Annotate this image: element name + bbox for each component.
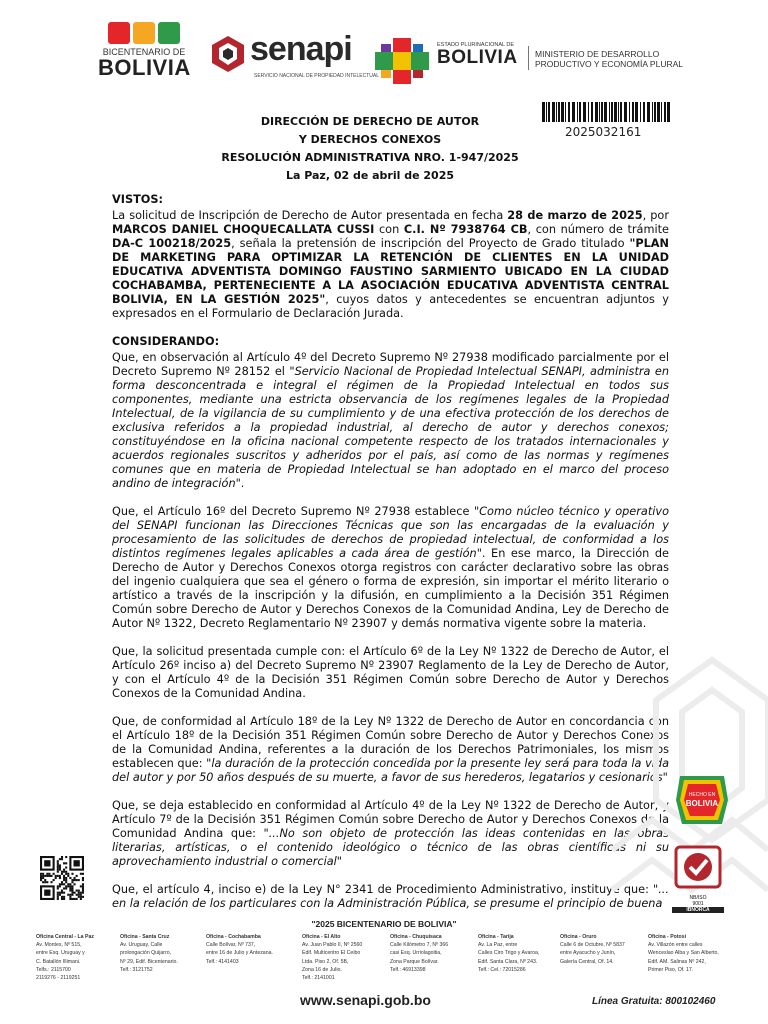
office-line: Zona Parque Bolívar. <box>390 958 439 965</box>
state-label: ESTADO PLURINACIONAL DE <box>437 42 515 48</box>
senapi-logo <box>208 30 380 85</box>
website-link[interactable]: www.senapi.gob.bo <box>300 992 431 1008</box>
senapi-subtitle: SERVICIO NACIONAL DE PROPIEDAD INTELECTUAL <box>254 73 380 79</box>
office-line: Edif. Multicentro El Ceibo <box>302 950 361 957</box>
office-block <box>36 933 120 982</box>
office-line: Av. Juan Pablo II, Nº 2560 <box>302 942 363 949</box>
bicentenario-big-text: BOLIVIA <box>98 55 191 80</box>
office-name: Oficina Central - La Paz <box>36 934 94 940</box>
office-line: 2119276 - 2119251 <box>36 975 81 982</box>
office-line: Ltda. Piso 2, Of. 5B, <box>302 958 349 965</box>
office-line: Telf.: 2141001 <box>302 975 335 982</box>
office-line: Primer Piso, Of. 17. <box>648 966 694 973</box>
hecho-top-text: HECHO EN <box>688 792 716 798</box>
vistos-heading: VISTOS: <box>112 193 164 206</box>
office-line: Calle 6 de Octubre, Nº 5837 <box>560 942 625 949</box>
office-line: Zona 16 de Julio. <box>302 966 342 973</box>
iso-certification-badge <box>672 845 724 915</box>
barcode <box>542 102 672 122</box>
office-block <box>206 933 290 966</box>
iso-line-2: 9001 <box>692 901 704 907</box>
considerando-paragraph-6: Que, el artículo 4, inciso e) de la Ley N° 2341 de Procedimiento Administrativo, instituye que: "... en la relación de los particulares con la Administración Pública, se presume el principio de buena <box>112 883 669 910</box>
office-line: Calle Bolívar, Nº 737, <box>206 942 256 949</box>
office-block <box>120 933 204 974</box>
iso-check-icon <box>672 845 724 891</box>
office-block <box>390 933 474 974</box>
office-line: Telf.: 3121752 <box>120 966 153 973</box>
considerando-paragraph-3: Que, la solicitud presentada cumple con: el Artículo 6º de la Ley Nº 1322 de Derecho de Autor, el Artículo 26º inciso a) del Decreto Supremo Nº 23907 Reglamento de la Ley de Derecho de Autor, y con el Artículo 4º de la Decisión 351 Régimen Común sobre Derecho de Autor y Derechos Conexos de la Comunidad Andina. <box>112 645 669 700</box>
iso-line-1: NB/ISO <box>689 895 707 901</box>
bicentenario-small-text: BICENTENARIO DE <box>102 47 186 57</box>
considerando-heading: CONSIDERANDO: <box>112 335 220 348</box>
bolivia-state-logo <box>375 38 525 84</box>
office-name: Oficina - Tarija <box>478 934 514 940</box>
title-line-2: Y DERECHOS CONEXOS <box>298 133 442 146</box>
qr-code <box>40 856 84 900</box>
document-body <box>112 193 669 911</box>
office-name: Oficina - El Alto <box>302 934 341 940</box>
office-name: Oficina - Oruro <box>560 934 597 940</box>
office-line: entre Esq. Uruguay y <box>36 950 85 957</box>
office-line: Telf.: 46913398 <box>390 966 426 973</box>
hecho-main-text: BOLIVIA <box>685 799 719 808</box>
vistos-paragraph: La solicitud de Inscripción de Derecho de Autor presentada en fecha 28 de marzo de 2025, por MARCOS DANIEL CHOQUECALLATA CUSSI con C.I. Nº 7938764 CB, con número de trámite DA-C 100218/2025, señala la pretensión de inscripción del Proyecto de Grado titulado "PLAN DE MARKETING PARA OPTIMIZAR LA RETENCIÓN DE CLIENTES EN LA UNIDAD EDUCATIVA ADVENTISTA DOMINGO FAUSTINO SARMIENTO UBICADO EN LA CIUDAD COCHABAMBA, PERTENECIENTE A LA ASOCIACIÓN EDUCATIVA ADVENTISTA CENTRAL BOLIVIA, EN LA GESTIÓN 2025", cuyos datos y antecedentes se encuentran adjuntos y expresados en el Formulario de Declaración Jurada. <box>112 209 669 320</box>
bicentenario-logo <box>98 22 190 88</box>
ministry-divider <box>528 46 529 70</box>
office-block <box>302 933 386 982</box>
office-line: Nº 29, Edif. Bicentenario. <box>120 958 178 965</box>
ministry-name <box>535 49 683 69</box>
office-block <box>560 933 644 966</box>
resolution-title <box>180 113 560 185</box>
office-name: Oficina - Cochabamba <box>206 934 261 940</box>
office-line: Av. La Paz, entre <box>478 942 518 949</box>
bicentenario-emblem-icon <box>98 22 190 44</box>
ministry-line-1: MINISTERIO DE DESARROLLO <box>535 49 660 59</box>
office-line: casi Esq. Urriolagoitia, <box>390 950 442 957</box>
hecho-en-bolivia-badge <box>672 770 732 830</box>
office-name: Oficina - Santa Cruz <box>120 934 170 940</box>
office-line: Av. Montes, Nº 515, <box>36 942 82 949</box>
chakana-emblem-icon <box>375 38 429 84</box>
iso-line-3: IBNORCA <box>672 907 724 913</box>
office-line: Calles Ciro Trigo y Avaroa, <box>478 950 540 957</box>
senapi-wordmark: senapi <box>250 30 352 68</box>
toll-free-line: Línea Gratuita: 800102460 <box>592 996 716 1007</box>
considerando-paragraph-4: Que, de conformidad al Artículo 18º de la Ley Nº 1322 de Derecho de Autor en concordancia con el Artículo 18º de la Decisión 351 Régimen Común sobre Derecho de Autor y Derechos Conexos de la Comunidad Andina, referentes a la duración de los Derechos Patrimoniales, los mismos establecen que: "la duración de la protección concedida por la presente ley será para toda la vida del autor y por 50 años después de su muerte, a favor de sus herederos, legatarios y cesionarios" <box>112 715 670 784</box>
office-line: Galería Central, Of. 14. <box>560 958 614 965</box>
office-line: Av. Villazón entre calles <box>648 942 703 949</box>
office-line: Telf.: 4141403 <box>206 958 239 965</box>
considerando-paragraph-5: Que, se deja establecido en conformidad al Artículo 4º de la Ley Nº 1322 de Derecho de Autor, y Artículo 7º de la Decisión 351 Régimen Común sobre Derecho de Autor y Derechos Conexos de la Comunidad Andina que: "...No son objeto de protección las ideas contenidas en las obras literarias, artísticas, o el contenido ideológico o técnico de las obras científicas ni su aprovechamiento industrial o comercial" <box>112 799 669 868</box>
office-line: Wenceslao Alba y San Alberto, <box>648 950 719 957</box>
office-line: prolongación Quijarro, <box>120 950 172 957</box>
barcode-number: 2025032161 <box>565 125 642 139</box>
offices-list <box>36 933 736 993</box>
office-line: entre Ayacucho y Junín, <box>560 950 616 957</box>
office-name: Oficina - Chuquisaca <box>390 934 442 940</box>
office-line: Telfs.: 2115700 <box>36 966 71 973</box>
state-name: BOLIVIA <box>437 47 518 68</box>
office-line: entre 16 de Julio y Antezana. <box>206 950 273 957</box>
ministry-line-2: PRODUCTIVO Y ECONOMÍA PLURAL <box>535 59 683 69</box>
title-line-1: DIRECCIÓN DE DERECHO DE AUTOR <box>260 115 480 128</box>
senapi-mark-icon <box>208 34 248 74</box>
office-name: Oficina - Potosí <box>648 934 687 940</box>
considerando-paragraph-2: Que, el Artículo 16º del Decreto Supremo Nº 27938 establece "Como núcleo técnico y operativo del SENAPI funcionan las Direcciones Técnicas que son las encargadas de la evaluación y procesamiento de las solicitudes de derechos de propiedad intelectual, de conformidad a los distintos regímenes legales aplicables a cada área de gestión". En ese marco, la Dirección de Derecho de Autor y Derechos Conexos otorga registros con carácter declarativo sobre las obras del ingenio cualquiera que sea el género o forma de expresión, sin importar el mérito literario o artístico a través de la inscripción y la difusión, en cumplimiento a la Decisión 351 Régimen Común sobre Derecho de Autor y Derechos Conexos de la Comunidad Andina, Ley de Derecho de Autor Nº 1322, Decreto Reglamentario Nº 23907 y demás normativa vigente sobre la materia. <box>112 505 670 630</box>
considerando-paragraph-1: Que, en observación al Artículo 4º del Decreto Supremo Nº 27938 modificado parcialmente por el Decreto Supremo Nº 28152 el "Servicio Nacional de Propiedad Intelectual SENAPI, administra en forma desconcentrada e integral el régimen de la Propiedad Intelectual en todos sus componentes, mediante una estricta observancia de los regímenes legales de la Propiedad Intelectual, de la vigilancia de su cumplimiento y de una efectiva protección de los derechos de exclusiva referidos a la propiedad industrial, al derecho de autor y derechos conexos; constituyéndose en la oficina nacional competente respecto de los tratados internacionales y acuerdos regionales suscritos y adheridos por el país, así como de las normas y regímenes comunes que en materia de Propiedad Intelectual se han adoptado en el marco del proceso andino de integración". <box>112 351 669 490</box>
office-line: Telf.: Cel.: 72015286 <box>478 966 526 973</box>
office-line: Edif. Santa Clara, Nº 243. <box>478 958 538 965</box>
office-line: Av. Uruguay, Calle <box>120 942 163 949</box>
office-line: C. Batallón Illimani. <box>36 958 81 965</box>
title-date: La Paz, 02 de abril de 2025 <box>285 169 455 182</box>
footer-title: "2025 BICENTENARIO DE BOLIVIA" <box>311 919 457 929</box>
office-line: Calle Kilómetro 7, Nº 366 <box>390 942 449 949</box>
office-line: Edif. AM. Salinas Nº 242, <box>648 958 706 965</box>
title-line-3: RESOLUCIÓN ADMINISTRATIVA NRO. 1-947/2025 <box>221 151 519 164</box>
office-block <box>648 933 732 974</box>
office-block <box>478 933 562 974</box>
